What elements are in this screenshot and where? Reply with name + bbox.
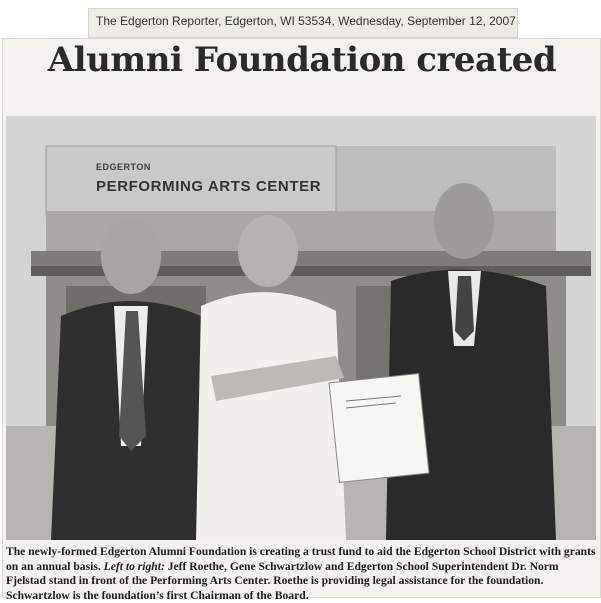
photo-caption: [6, 545, 596, 603]
caption-lead: Left to right:: [103, 559, 165, 573]
caption-part-1: The newly-formed Edgerton Alumni Foundation is creating a trust fund to aid the Edgerton School District with grants on an annual basis.: [6, 545, 596, 573]
building-sign-small: EDGERTON: [96, 162, 151, 172]
building-sign-large: PERFORMING ARTS CENTER: [96, 178, 322, 195]
headline: Alumni Foundation created: [47, 40, 557, 80]
dateline: The Edgerton Reporter, Edgerton, WI 53534, Wednesday, September 12, 2007: [96, 14, 516, 28]
caption-part-2: Jeff Roethe, Gene Schwartzlow and Edgerton School Superintendent Dr. Norm Fjelstad stand in front of the Performing Arts Center. Roethe is providing legal assistance for the foundation. Schwartzlow is the foundation’s first Chairman of the Board.: [6, 559, 559, 602]
